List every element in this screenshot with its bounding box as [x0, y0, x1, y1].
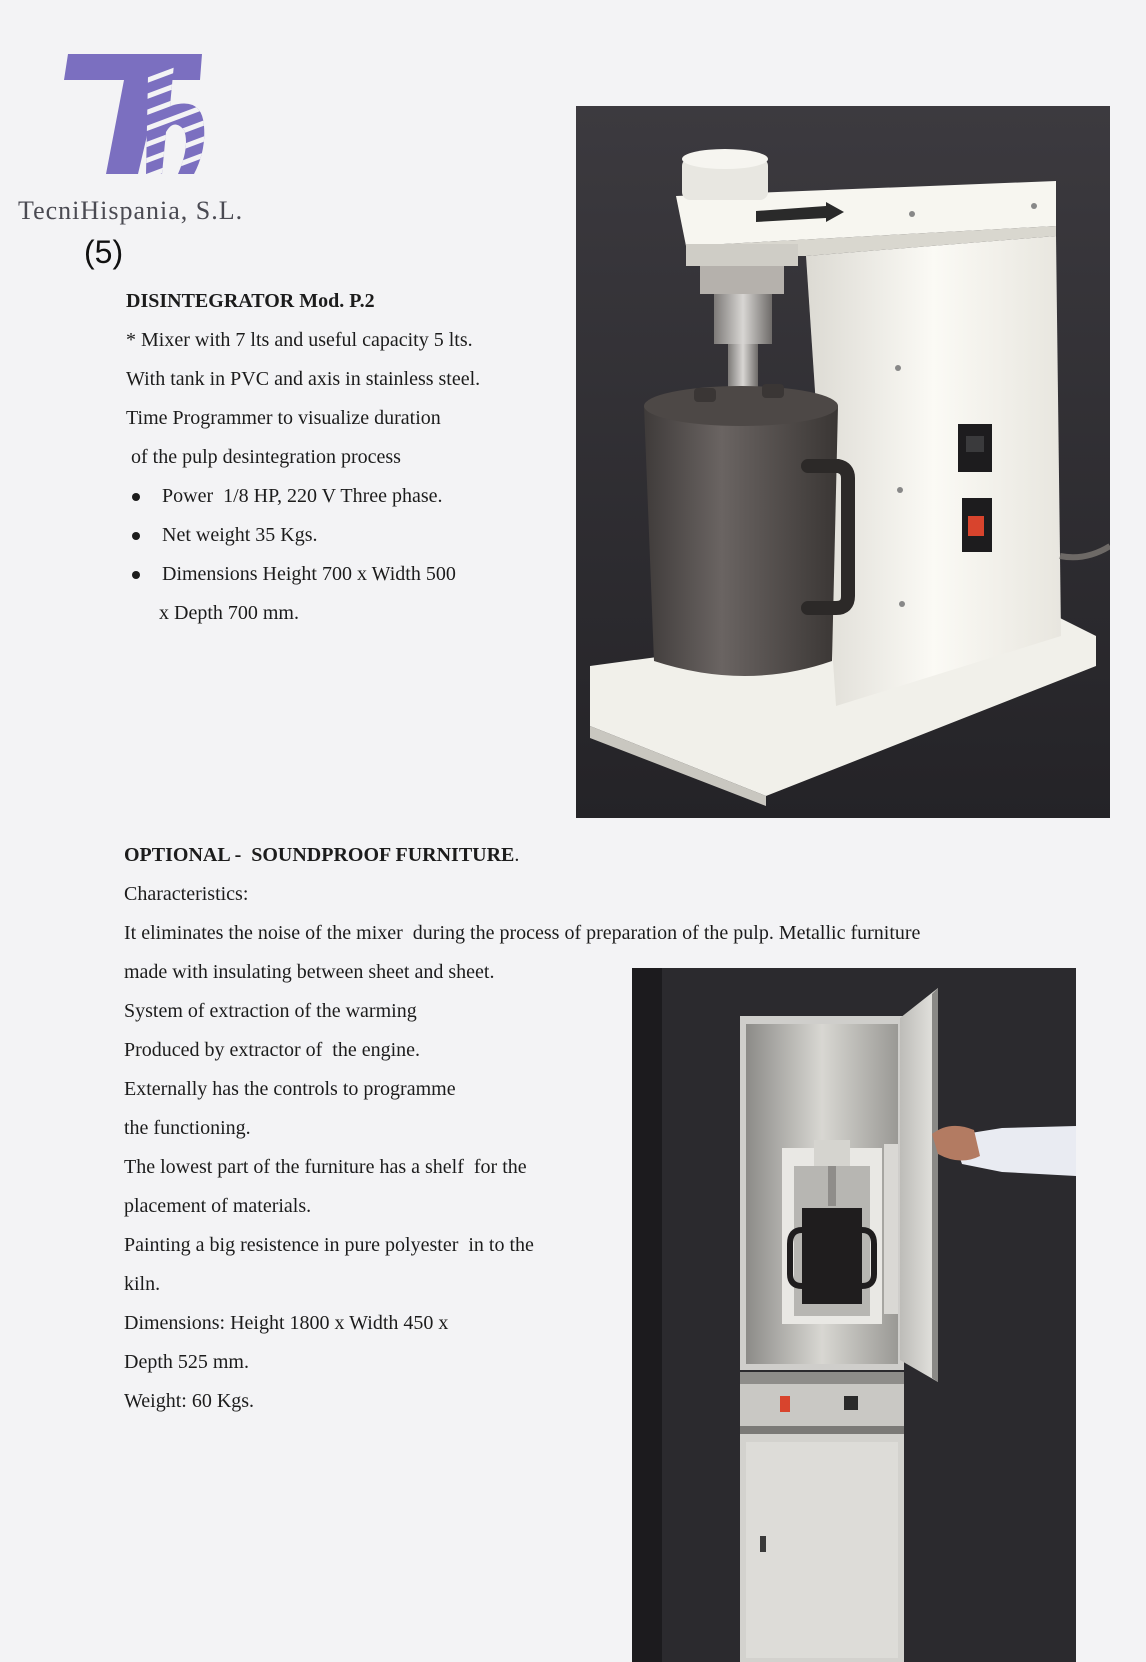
furniture-title: OPTIONAL - SOUNDPROOF FURNITURE. [124, 844, 520, 866]
page-number: (5) [84, 234, 124, 270]
spec-continuation: x Depth 700 mm. [159, 602, 299, 624]
furniture-line: It eliminates the noise of the mixer during the process of preparation of the pulp. Metallic furniture [124, 922, 921, 944]
furniture-line: System of extraction of the warming [124, 1000, 417, 1022]
furniture-line: Painting a big resistence in pure polyester in to the [124, 1234, 534, 1256]
company-name: TecniHispania, S.L. [18, 196, 244, 225]
furniture-line: Dimensions: Height 1800 x Width 450 x [124, 1312, 449, 1334]
furniture-line: Externally has the controls to programme [124, 1078, 456, 1100]
furniture-line: Weight: 60 Kgs. [124, 1390, 255, 1412]
spec-item: Power 1/8 HP, 220 V Three phase. [126, 477, 480, 516]
furniture-line: made with insulating between sheet and sheet. [124, 961, 495, 983]
furniture-line: Depth 525 mm. [124, 1351, 249, 1373]
disintegrator-title: DISINTEGRATOR Mod. P.2 [126, 290, 375, 312]
disintegrator-line: Time Programmer to visualize duration [126, 407, 441, 429]
furniture-line: the functioning. [124, 1117, 251, 1139]
spec-item: Dimensions Height 700 x Width 500 [126, 555, 480, 594]
disintegrator-photo [576, 106, 1110, 818]
furniture-line: kiln. [124, 1273, 161, 1295]
furniture-line: The lowest part of the furniture has a shelf for the [124, 1156, 527, 1178]
furniture-line: Produced by extractor of the engine. [124, 1039, 421, 1061]
disintegrator-line: of the pulp desintegration process [126, 446, 401, 468]
furniture-line: Characteristics: [124, 883, 249, 905]
tecnihispania-logo [62, 46, 212, 196]
soundproof-furniture-photo [632, 968, 1076, 1662]
disintegrator-line: * Mixer with 7 lts and useful capacity 5 lts. [126, 329, 473, 351]
furniture-line: placement of materials. [124, 1195, 312, 1217]
disintegrator-line: With tank in PVC and axis in stainless steel. [126, 368, 481, 390]
spec-list [126, 477, 480, 594]
disintegrator-section [126, 282, 480, 633]
spec-item: Net weight 35 Kgs. [126, 516, 480, 555]
